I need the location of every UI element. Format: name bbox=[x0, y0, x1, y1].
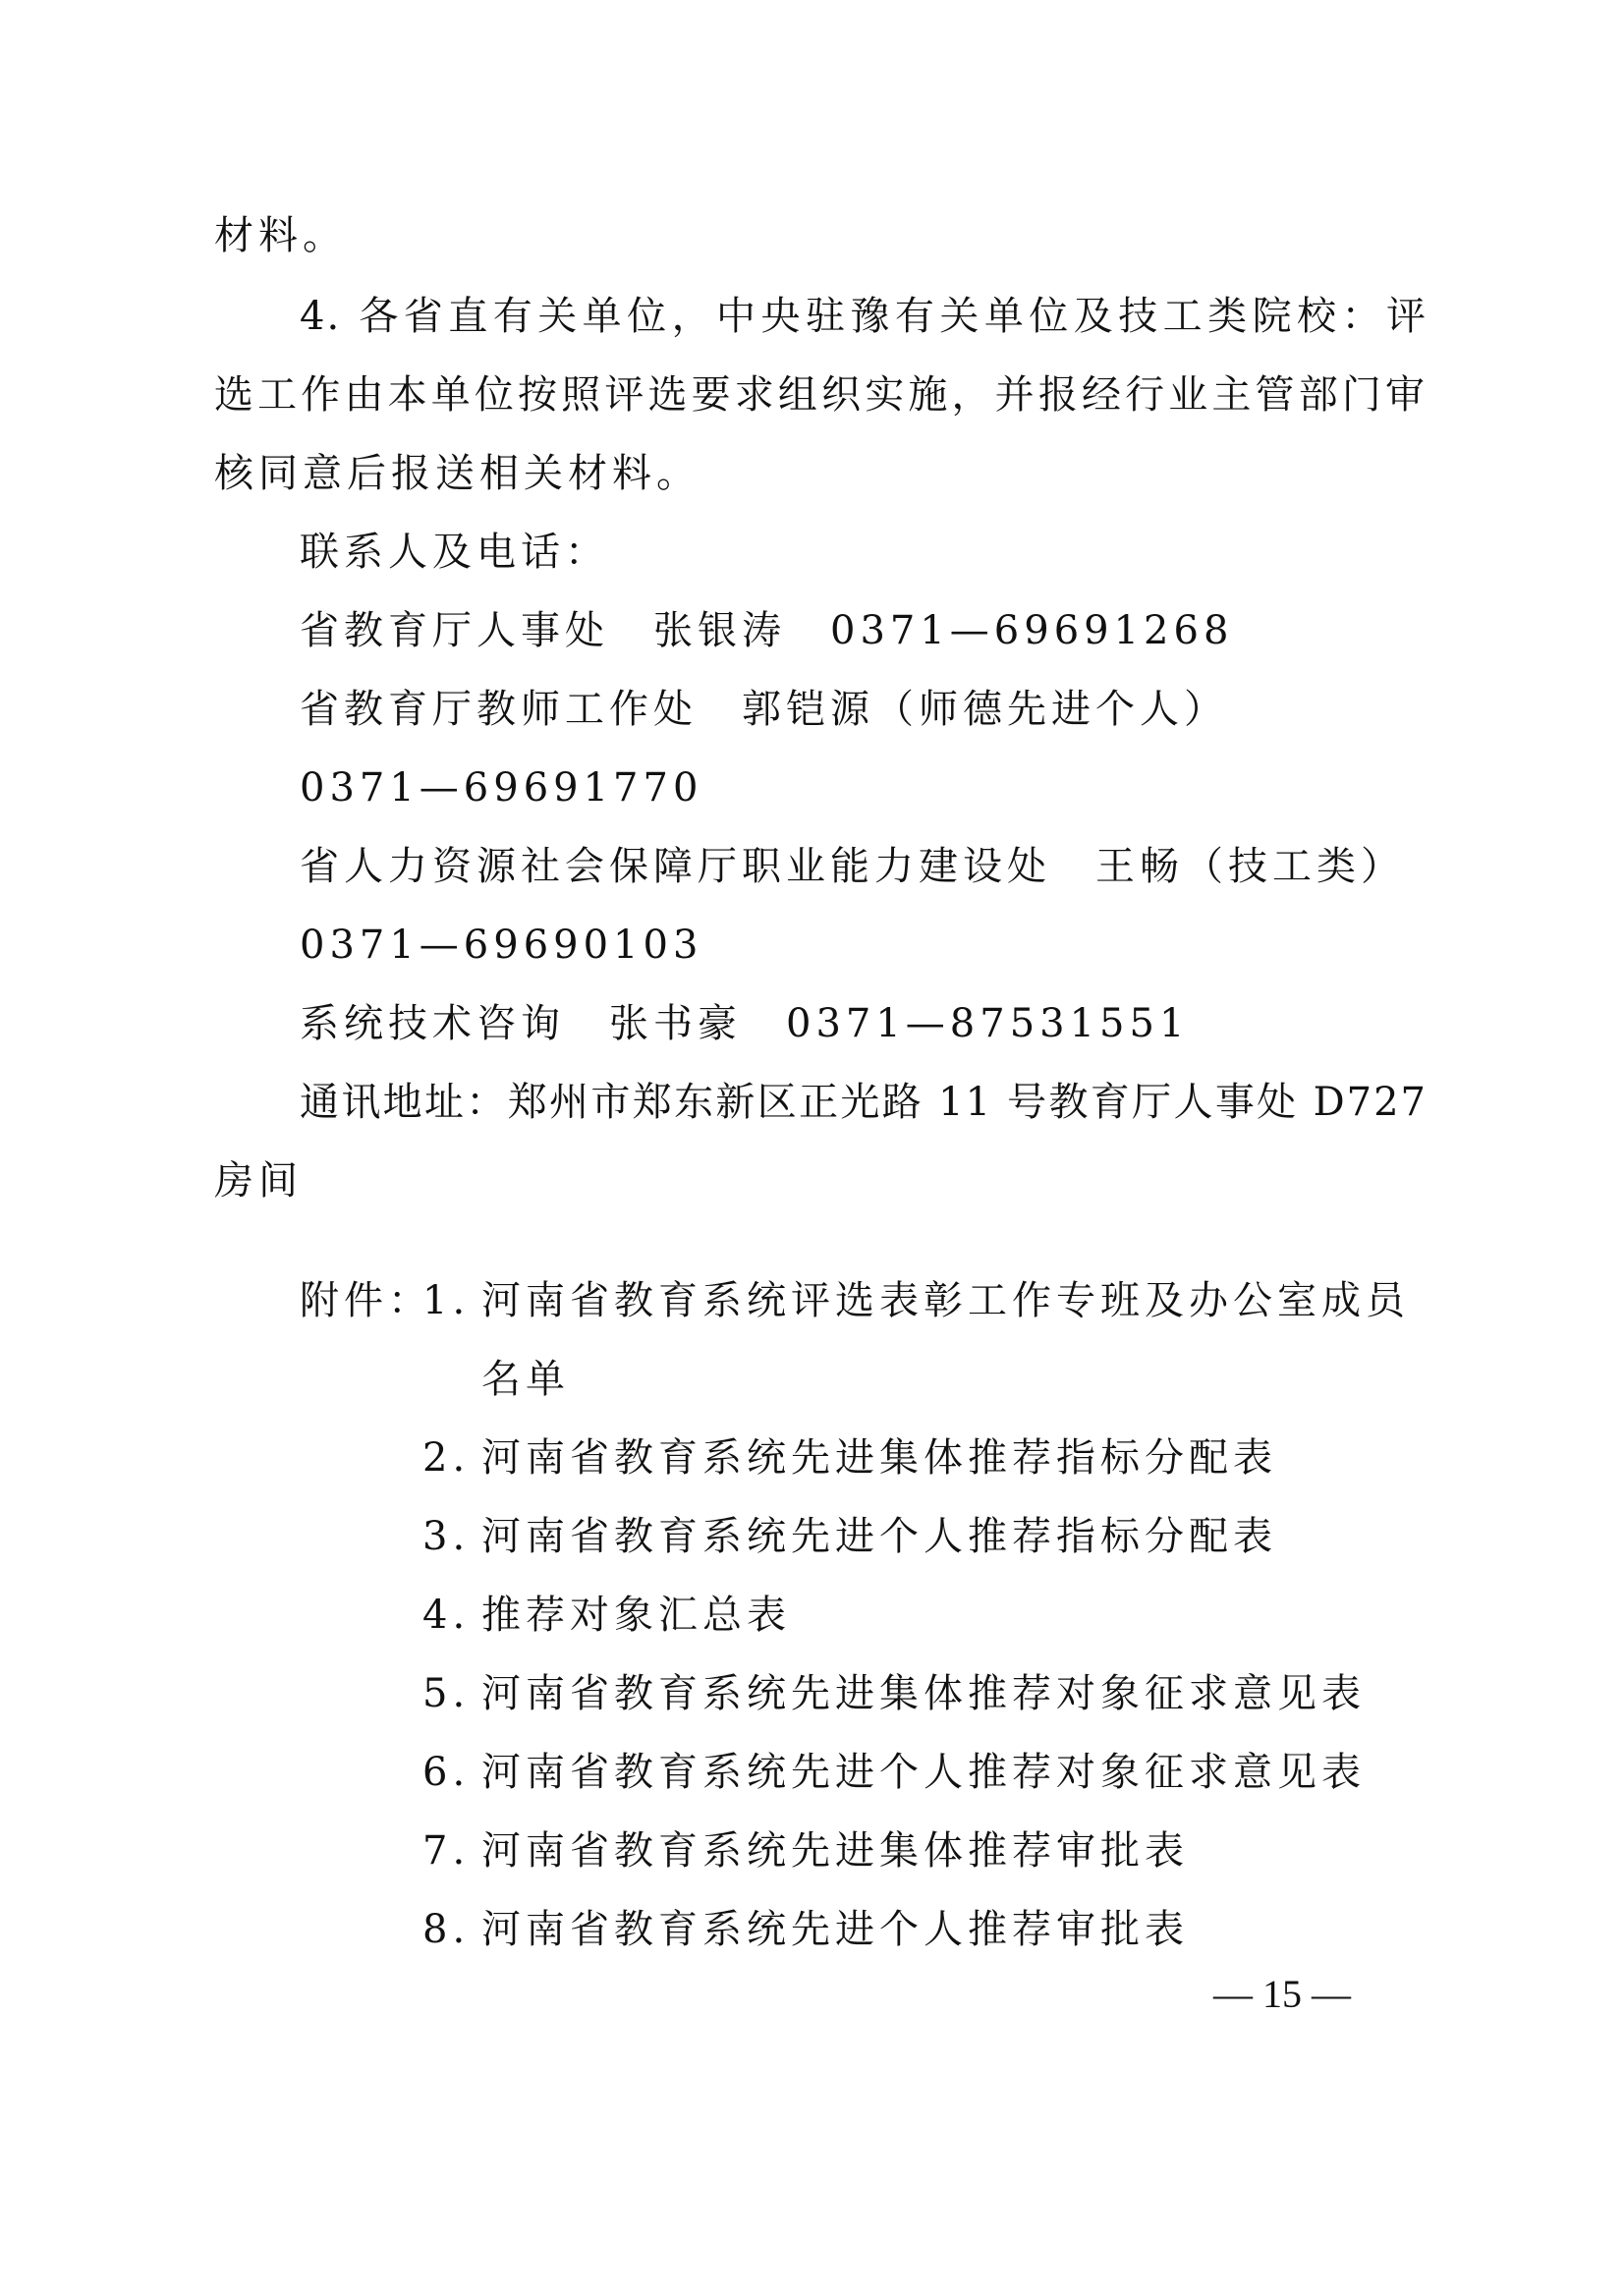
contact-teacher-office: 省教育厅教师工作处 郭铠源（师德先进个人） bbox=[300, 687, 1228, 732]
paragraph-line: 选工作由本单位按照评选要求组织实施，并报经行业主管部门审 bbox=[214, 372, 1427, 418]
attachment-title: 河南省教育系统先进个人推荐对象征求意见表 bbox=[481, 1750, 1366, 1795]
contact-hrss-office-phone: 0371—69690103 bbox=[300, 923, 703, 968]
attachment-number: 5. bbox=[422, 1671, 471, 1716]
attachment-item bbox=[422, 1588, 791, 1643]
attachment-item-cont: 名单 bbox=[481, 1357, 570, 1402]
attachment-title: 河南省教育系统先进集体推荐对象征求意见表 bbox=[481, 1671, 1366, 1716]
mailing-address-cont: 房间 bbox=[214, 1158, 303, 1203]
attachments-label: 附件： bbox=[300, 1278, 432, 1323]
attachment-number: 8. bbox=[422, 1907, 471, 1952]
paragraph-line: 材料。 bbox=[214, 213, 347, 258]
contact-teacher-office-phone: 0371—69691770 bbox=[300, 765, 703, 811]
attachment-title: 河南省教育系统先进个人推荐指标分配表 bbox=[481, 1514, 1277, 1559]
attachment-number: 7. bbox=[422, 1828, 471, 1874]
page-number: — 15 — bbox=[1213, 1972, 1351, 2016]
contact-hrss-office: 省人力资源社会保障厅职业能力建设处 王畅（技工类） bbox=[300, 844, 1405, 889]
contact-hr-office: 省教育厅人事处 张银涛 0371—69691268 bbox=[300, 608, 1234, 653]
paragraph-line: 4. 各省直有关单位，中央驻豫有关单位及技工类院校：评 bbox=[300, 294, 1428, 339]
attachment-item bbox=[422, 1666, 1366, 1721]
attachment-title: 推荐对象汇总表 bbox=[481, 1593, 791, 1638]
paragraph-line: 核同意后报送相关材料。 bbox=[214, 451, 700, 496]
mailing-address: 通讯地址：郑州市郑东新区正光路 11 号教育厅人事处 D727 bbox=[300, 1080, 1428, 1125]
attachment-title: 河南省教育系统先进个人推荐审批表 bbox=[481, 1907, 1189, 1952]
attachment-item bbox=[422, 1273, 1410, 1328]
attachment-number: 3. bbox=[422, 1514, 471, 1559]
attachment-item bbox=[422, 1745, 1366, 1800]
attachment-item bbox=[422, 1509, 1277, 1564]
attachment-number: 6. bbox=[422, 1750, 471, 1795]
attachment-item bbox=[422, 1430, 1277, 1485]
attachment-number: 2. bbox=[422, 1435, 471, 1481]
attachment-number: 1. bbox=[422, 1278, 471, 1323]
attachment-item bbox=[422, 1823, 1189, 1878]
attachment-title: 河南省教育系统先进集体推荐指标分配表 bbox=[481, 1435, 1277, 1481]
contacts-heading: 联系人及电话： bbox=[300, 530, 609, 575]
attachment-title: 河南省教育系统评选表彰工作专班及办公室成员 bbox=[481, 1278, 1410, 1323]
attachment-item bbox=[422, 1902, 1189, 1957]
attachment-title: 河南省教育系统先进集体推荐审批表 bbox=[481, 1828, 1189, 1874]
contact-tech-support: 系统技术咨询 张书豪 0371—87531551 bbox=[300, 1001, 1190, 1046]
attachment-number: 4. bbox=[422, 1593, 471, 1638]
